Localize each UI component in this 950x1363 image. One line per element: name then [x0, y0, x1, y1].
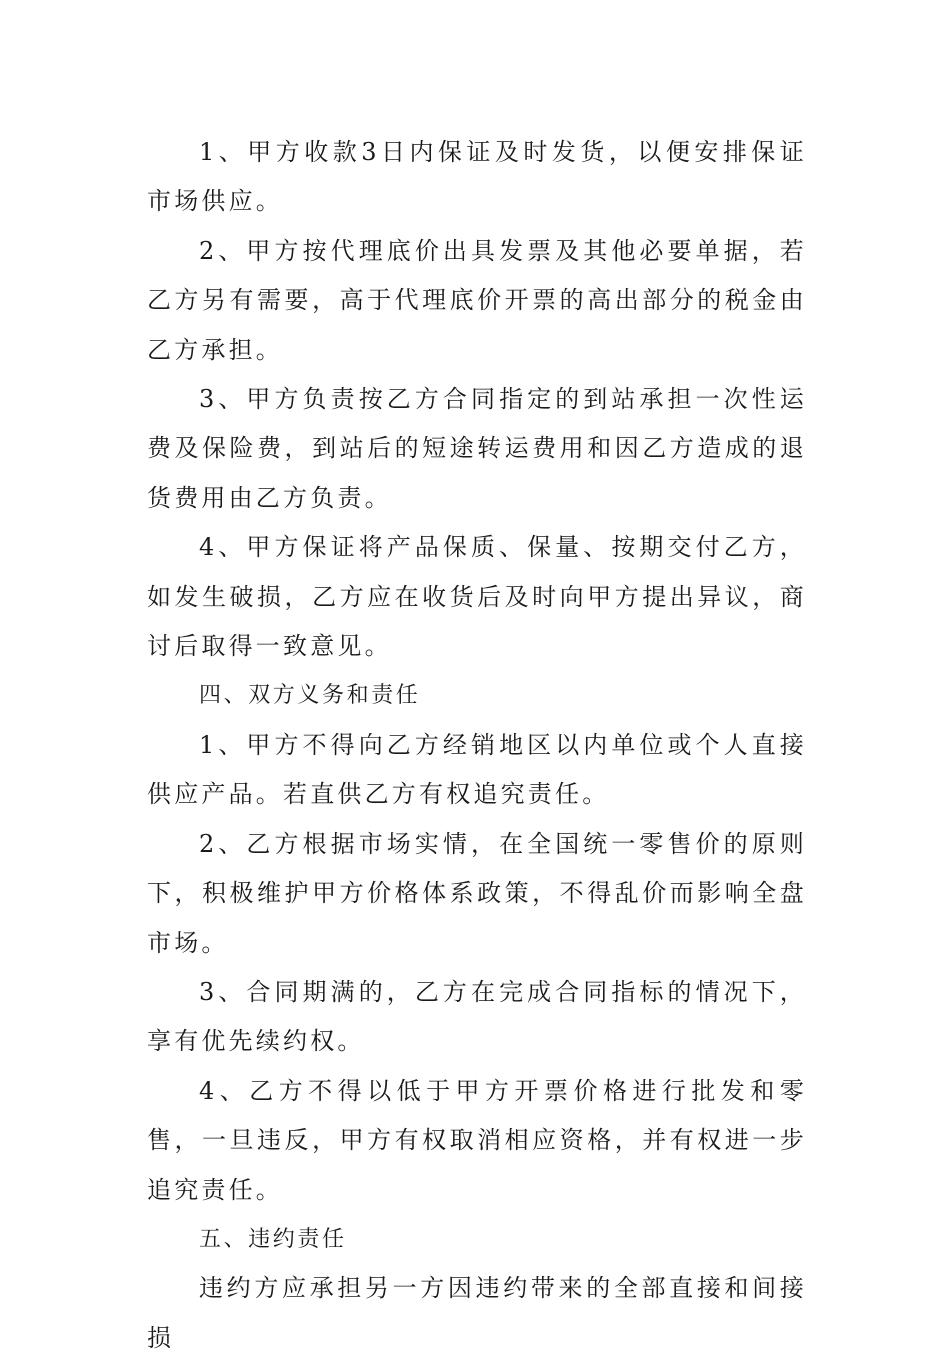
paragraph-renewal: 3、合同期满的，乙方在完成合同指标的情况下，享有优先续约权。 — [147, 977, 807, 1056]
paragraph-quality: 4、甲方保证将产品保质、保量、按期交付乙方，如发生破损，乙方应在收货后及时向甲方提出异议，商讨后取得一致意见。 — [147, 533, 807, 661]
paragraph-freight: 3、甲方负责按乙方合同指定的到站承担一次性运费及保险费，到站后的短途转运费用和因乙方造成的退货费用由乙方负责。 — [147, 385, 807, 512]
paragraph-breach-liability: 违约方应承担另一方因违约带来的全部直接和间接损 — [147, 1274, 807, 1352]
section-heading-breach: 五、违约责任 — [199, 1226, 347, 1252]
section-heading-obligations: 四、双方义务和责任 — [199, 683, 421, 709]
paragraph-no-direct-supply: 1、甲方不得向乙方经销地区以内单位或个人直接供应产品。若直供乙方有权追究责任。 — [147, 730, 807, 809]
paragraph-no-undercut: 4、乙方不得以低于甲方开票价格进行批发和零售，一旦违反，甲方有权取消相应资格，并有权进一步追究责任。 — [147, 1076, 807, 1204]
paragraph-price-policy: 2、乙方根据市场实情，在全国统一零售价的原则下，积极维护甲方价格体系政策，不得乱价而影响全盘市场。 — [147, 829, 807, 957]
document-body — [147, 128, 807, 1363]
paragraph-delivery: 1、甲方收款3日内保证及时发货，以便安排保证市场供应。 — [147, 138, 807, 216]
paragraph-invoice: 2、甲方按代理底价出具发票及其他必要单据，若乙方另有需要，高于代理底价开票的高出部分的税金由乙方承担。 — [147, 236, 807, 364]
